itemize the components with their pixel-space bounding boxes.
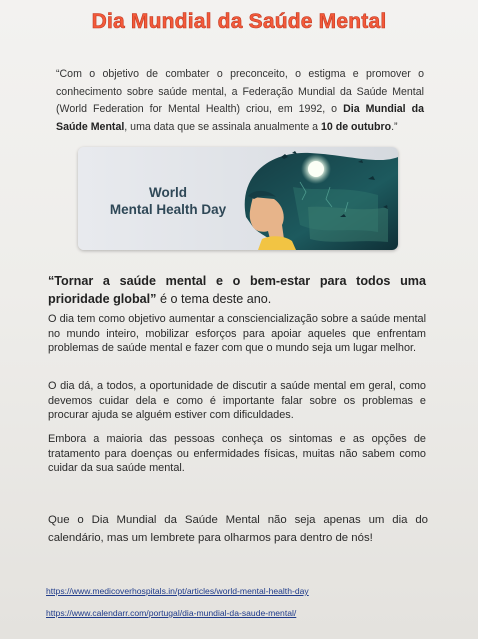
paragraph-objective: O dia tem como objetivo aumentar a consciencialização sobre a saúde mental no mundo inteiro, mobilizar esforços para apoiar aqueles que enfrentam problemas de saúde mental e fazer com que o mundo seja um lugar melhor.: [48, 313, 426, 355]
intro-text-2: , uma data que se assinala anualmente a: [124, 120, 322, 133]
source-link-calendarr[interactable]: https://www.calendarr.com/portugal/dia-mundial-da-saude-mental/: [46, 608, 297, 618]
theme-quote: [48, 272, 426, 308]
intro-bold-1: Dia Mundial da Saúde Mental: [56, 103, 424, 133]
closing-paragraph: Que o Dia Mundial da Saúde Mental não seja apenas um dia do calendário, mas um lembrete para olharmos para dentro de nós!: [48, 514, 428, 544]
paragraph-opportunity: O dia dá, a todos, a oportunidade de discutir a saúde mental em geral, como devemos cuidar dela e como é importante falar sobre os problemas e procurar ajuda se alguém estiver com dificuldades.: [48, 380, 426, 422]
banner-text: [88, 184, 248, 218]
banner-line-1: World: [149, 185, 187, 200]
intro-bold-2: 10 de outubro: [321, 120, 392, 133]
paragraph-symptoms: Embora a maioria das pessoas conheça os sintomas e as opções de tratamento para doenças ou enfermidades físicas, muitas não sabem como cuidar da sua saúde mental.: [48, 433, 426, 475]
theme-quote-rest: é o tema deste ano.: [156, 292, 272, 306]
world-mental-health-day-banner: [78, 147, 398, 250]
banner-line-2: Mental Health Day: [109, 202, 227, 217]
intro-text-3: .”: [391, 120, 398, 133]
intro-text-1: “Com o objetivo de combater o preconceito, o estigma e promover o conhecimento sobre saúde mental, a Federação Mundial da Saúde Mental (World Federation for Mental Health) criou, em 1992, o: [56, 68, 424, 115]
source-link-medicover[interactable]: https://www.medicoverhospitals.in/pt/articles/world-mental-health-day: [46, 586, 309, 596]
theme-quote-bold: “Tornar a saúde mental e o bem-estar para todos uma prioridade global”: [48, 274, 426, 306]
page-title: Dia Mundial da Saúde Mental: [91, 10, 387, 33]
intro-paragraph: [56, 66, 424, 136]
